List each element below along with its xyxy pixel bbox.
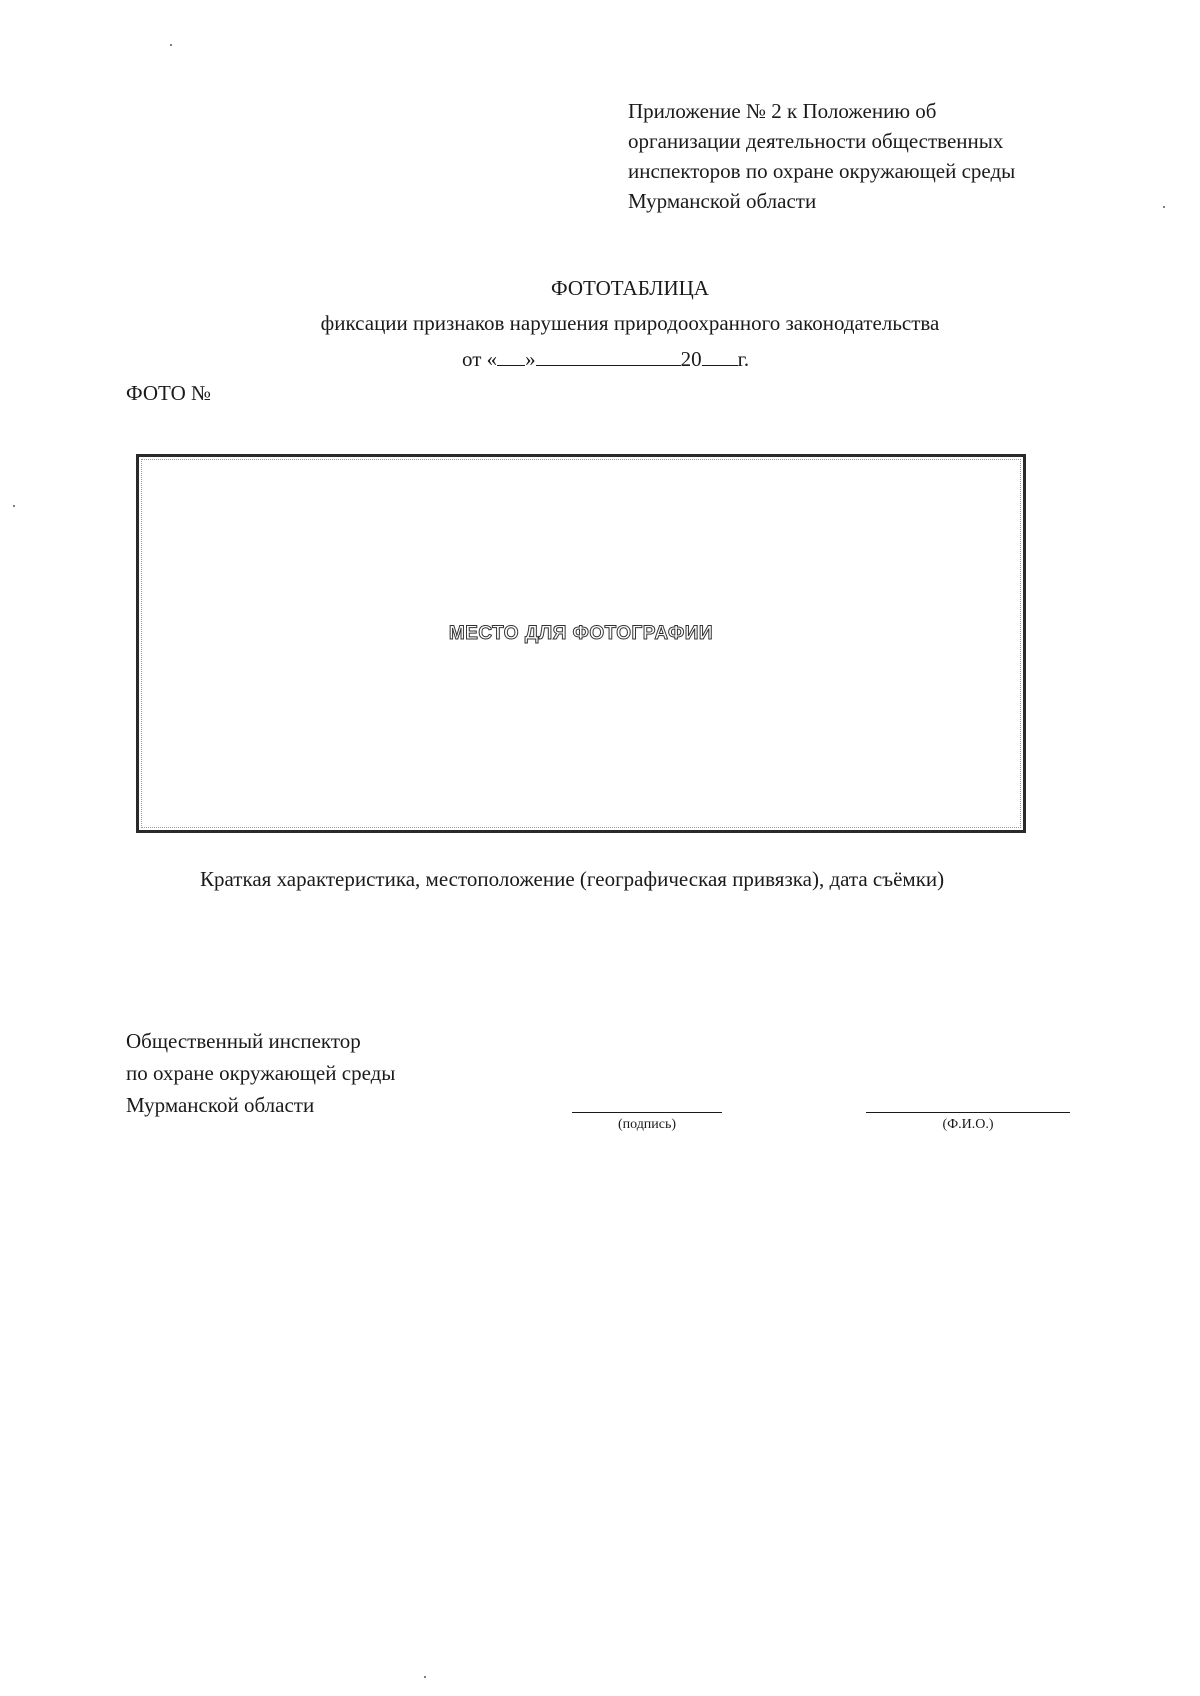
date-line — [462, 345, 749, 372]
year-prefix: 20 — [680, 347, 702, 371]
signer-line: Общественный инспектор — [126, 1029, 361, 1053]
appendix-note — [628, 96, 1015, 216]
signer-line: по охране окружающей среды — [126, 1061, 396, 1085]
full-name-field[interactable] — [866, 1112, 1070, 1113]
signature-field[interactable] — [572, 1112, 722, 1113]
photo-caption: Краткая характеристика, местоположение (географическая привязка), дата съёмки) — [200, 867, 945, 891]
scan-speck — [424, 1676, 426, 1678]
signer-line: Мурманской области — [126, 1093, 315, 1117]
appendix-line: инспекторов по охране окружающей среды — [628, 159, 1016, 183]
appendix-line: Мурманской области — [628, 189, 817, 213]
scan-speck — [13, 505, 15, 507]
photo-frame[interactable] — [136, 454, 1026, 833]
appendix-line: Приложение № 2 к Положению об — [628, 99, 937, 123]
date-prefix: от « — [462, 347, 498, 371]
day-blank[interactable] — [497, 345, 525, 366]
document-subtitle: фиксации признаков нарушения природоохранного законодательства — [320, 311, 940, 335]
appendix-line: организации деятельности общественных — [628, 129, 1004, 153]
full-name-label: (Ф.И.О.) — [942, 1117, 994, 1132]
month-blank[interactable] — [536, 345, 681, 366]
scan-speck — [170, 44, 172, 46]
signature-label: (подпись) — [617, 1117, 677, 1132]
date-quote-close: » — [525, 347, 536, 371]
photo-number-label: ФОТО № — [126, 381, 212, 405]
scan-speck — [1163, 206, 1165, 208]
signer-block — [126, 1025, 395, 1121]
document-title: ФОТОТАБЛИЦА — [551, 276, 709, 300]
year-blank[interactable] — [702, 345, 738, 366]
year-suffix: г. — [737, 347, 750, 371]
photo-placeholder-text: МЕСТО ДЛЯ ФОТОГРАФИИ — [448, 623, 714, 644]
